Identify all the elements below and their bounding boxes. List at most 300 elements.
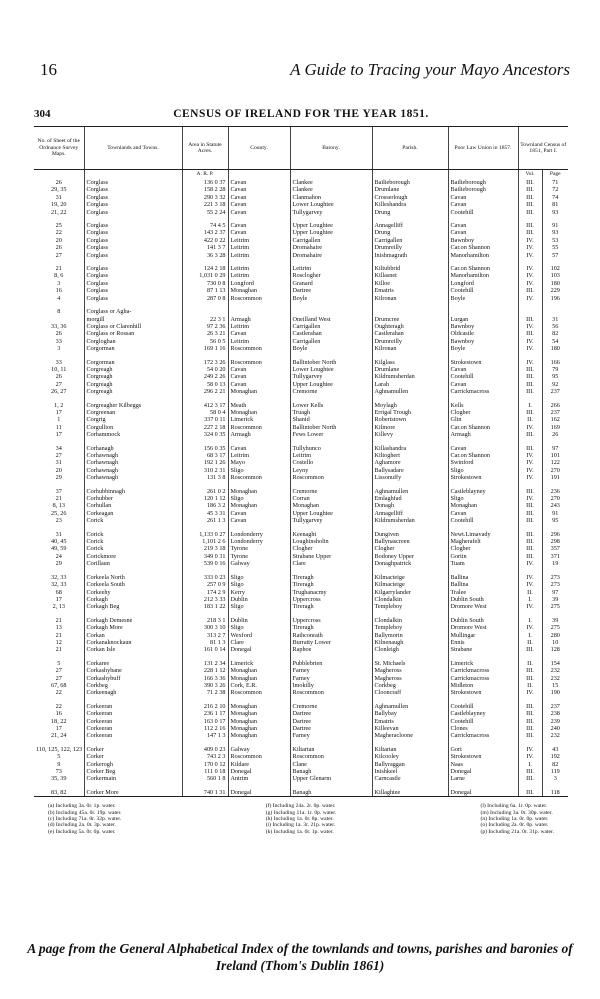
area-cell: 300 3 10 (182, 624, 228, 631)
sheet-cell: 26 (55, 244, 62, 252)
county-cell: Longford (228, 280, 290, 287)
sheet-cell: 17 (55, 431, 62, 439)
table-row (34, 316, 568, 323)
plu-cell: Strokestown (448, 689, 518, 696)
parish-cell: Killevy (372, 431, 448, 438)
vol-cell: I. (518, 761, 542, 768)
barony-cell: Banagh (290, 768, 372, 775)
sheet-cell: 1, 2 (54, 401, 64, 409)
page-cell: 97 (542, 589, 568, 596)
plu-cell: Gort (448, 746, 518, 753)
barony-cell: Kiltartan (290, 746, 372, 753)
parish-cell: Robertstown (372, 416, 448, 423)
plu-cell: Gortin (448, 553, 518, 560)
county-cell: Sligo (228, 624, 290, 631)
townland-cell: Corkeela North (84, 574, 182, 581)
county-cell: Armagh (228, 316, 290, 323)
county-cell: Dublin (228, 617, 290, 624)
townland-cell: Corglass (84, 201, 182, 208)
townland-cell: Corhammock (84, 431, 182, 438)
barony-cell: Clanmahon (290, 194, 372, 201)
sheet-cell: 22 (55, 229, 62, 237)
area-cell: 97 2 36 (182, 323, 228, 330)
parish-cell: Clondalkin (372, 596, 448, 603)
area-cell: 212 3 33 (182, 596, 228, 603)
table-row (34, 682, 568, 689)
page-cell: 266 (542, 402, 568, 409)
barony-cell: Upper Loughtee (290, 229, 372, 236)
vol-cell: IV. (518, 624, 542, 631)
townland-cell: Corillaun (84, 560, 182, 567)
vol-cell: III. (518, 488, 542, 495)
barony-cell: Cremorne (290, 388, 372, 395)
area-cell: 228 1 12 (182, 667, 228, 674)
table-row (34, 545, 568, 552)
sheet-cell: 33, 36 (51, 322, 67, 330)
sheet-cell: 8, 6 (54, 272, 64, 280)
table-row (34, 589, 568, 596)
table-row (34, 753, 568, 760)
col-county: County. (228, 127, 290, 170)
vol-cell: III. (518, 209, 542, 216)
townland-cell: Corkeagan (84, 510, 182, 517)
sheet-cell (34, 316, 84, 323)
sheet-cell: 23 (55, 517, 62, 525)
plu-cell: Cavan (448, 366, 518, 373)
county-cell: Monaghan (228, 488, 290, 495)
table-row (34, 603, 568, 610)
barony-cell: Tullygarvey (290, 517, 372, 524)
parish-cell: Kilronan (372, 345, 448, 352)
plu-cell: Dromore West (448, 603, 518, 610)
table-row (34, 366, 568, 373)
barony-cell: Tireragh (290, 603, 372, 610)
vol-cell: III. (518, 330, 542, 337)
townland-cell: Corick (84, 531, 182, 538)
area-cell: 22 3 1 (182, 316, 228, 323)
plu-cell: Sligo (448, 467, 518, 474)
area-cell: 218 3 1 (182, 617, 228, 624)
footnote: (d) Including 2a. 0r. 3p. water. (48, 822, 116, 829)
plu-cell: Newt.Limavady (448, 531, 518, 538)
vol-cell: III. (518, 703, 542, 710)
barony-cell: Corran (290, 495, 372, 502)
sheet-cell: 27 (55, 452, 62, 459)
parish-cell: Magheracloone (372, 732, 448, 739)
plu-cell: Naas (448, 761, 518, 768)
barony-cell: Carrigallen (290, 323, 372, 330)
plu-cell: Cootehill (448, 703, 518, 710)
barony-cell: Farney (290, 675, 372, 682)
county-cell: Antrim (228, 775, 290, 782)
area-cell: 192 1 26 (182, 459, 228, 466)
page-cell: 192 (542, 753, 568, 760)
plu-cell: Ennis (448, 639, 518, 646)
county-cell: Cavan (228, 517, 290, 524)
area-cell: 161 0 14 (182, 646, 228, 653)
page-cell: 101 (542, 452, 568, 459)
townland-cell: Corhawnagh (84, 452, 182, 459)
county-cell: Cavan (228, 445, 290, 452)
townland-cell: Corkanaknockaun (84, 639, 182, 646)
sheet-cell: 5 (57, 659, 61, 667)
plu-cell: Mullingar (448, 632, 518, 639)
sheet-cell: 16 (55, 287, 62, 295)
county-cell: Cavan (228, 222, 290, 229)
sheet-cell: 31 (55, 193, 62, 201)
parish-cell: Templeboy (372, 624, 448, 631)
townland-cell: Corkagh (84, 596, 182, 603)
page-cell: 82 (542, 330, 568, 337)
county-cell: Roscommon (228, 689, 290, 696)
area-cell: 36 3 28 (182, 252, 228, 259)
plu-cell: Sligo (448, 495, 518, 502)
plu-cell: Bawnboy (448, 338, 518, 345)
table-row (34, 531, 568, 538)
barony-cell: Dromahaire (290, 252, 372, 259)
area-cell: 324 0 35 (182, 431, 228, 438)
vol-cell: III. (518, 409, 542, 416)
barony-cell: Raphoe (290, 646, 372, 653)
sheet-cell: 83, 82 (34, 789, 84, 797)
townland-cell: Corgloghan (84, 338, 182, 345)
page-cell: 296 (542, 531, 568, 538)
area-cell: 71 2 38 (182, 689, 228, 696)
barony-cell: Strabane Upper (290, 553, 372, 560)
county-cell: Cavan (228, 366, 290, 373)
parish-cell: Ematris (372, 287, 448, 294)
vol-cell: III. (518, 229, 542, 236)
parish-cell: Clogher (372, 545, 448, 552)
barony-cell: Upper Loughtee (290, 510, 372, 517)
parish-cell: Drumlane (372, 186, 448, 193)
plu-cell: Clogher (448, 545, 518, 552)
page-cell: 39 (542, 596, 568, 603)
area-cell: 390 3 26 (182, 682, 228, 689)
townland-cell: Corkeeran (84, 703, 182, 710)
vol-cell: IV. (518, 753, 542, 760)
page-cell: 196 (542, 295, 568, 302)
county-cell: Galway (228, 560, 290, 567)
vol-cell: III. (518, 718, 542, 725)
sheet-cell: 1 (57, 416, 61, 424)
footnote-column (481, 803, 554, 835)
parish-cell: Kiltubbrid (372, 265, 448, 272)
running-title: A Guide to Tracing your Mayo Ancestors (290, 60, 570, 79)
area-cell: 1,101 2 6 (182, 538, 228, 545)
page-cell: 190 (542, 689, 568, 696)
county-cell: Wexford (228, 632, 290, 639)
units-row (34, 170, 568, 180)
sheet-cell: 17 (55, 725, 62, 732)
col-barony: Barony. (290, 127, 372, 170)
parish-cell: Carrigallen (372, 237, 448, 244)
plu-cell: Midleton (448, 682, 518, 689)
page-cell: 119 (542, 768, 568, 775)
vol-cell: III. (518, 553, 542, 560)
plu-cell: Monaghan (448, 502, 518, 509)
page-cell: 95 (542, 373, 568, 380)
vol-cell: III. (518, 287, 542, 294)
parish-cell: Kildrumsherdan (372, 517, 448, 524)
vol-cell: IV. (518, 252, 542, 259)
parish-cell: Bailieborough (372, 179, 448, 186)
barony-cell: Keenaght (290, 531, 372, 538)
county-cell: Cavan (228, 330, 290, 337)
townland-cell: Corkeeran (84, 718, 182, 725)
plu-cell: Boyle (448, 345, 518, 352)
parish-cell: Ematris (372, 718, 448, 725)
table-row (34, 459, 568, 466)
page-cell: 55 (542, 244, 568, 251)
vol-cell: III. (518, 194, 542, 201)
barony-cell: Rosclogher (290, 272, 372, 279)
sheet-cell: 12 (55, 638, 62, 646)
townland-cell: Corkeeran (84, 725, 182, 732)
barony-cell: Monaghan (290, 502, 372, 509)
barony-cell: Uppercross (290, 617, 372, 624)
townland-cell: Corglass (84, 295, 182, 302)
area-cell: 74 4 5 (182, 222, 228, 229)
townland-cell: Corgreagh (84, 388, 182, 395)
townland-cell: Corglass (84, 280, 182, 287)
sheet-cell: 22 (55, 702, 62, 710)
area-cell: 249 2 26 (182, 373, 228, 380)
townland-cell: Corick (84, 517, 182, 524)
county-cell: Monaghan (228, 718, 290, 725)
sheet-cell: 31 (55, 530, 62, 538)
page-cell: 232 (542, 732, 568, 739)
vol-cell: IV. (518, 265, 542, 272)
county-cell: Donegal (228, 789, 290, 797)
county-cell: Dublin (228, 596, 290, 603)
sheet-cell: 20 (55, 236, 62, 244)
parish-cell: Drumreilly (372, 244, 448, 251)
townland-cell: Corhubbinnagh (84, 488, 182, 495)
county-cell: Limerick (228, 416, 290, 423)
parish-cell: Clonleigh (372, 646, 448, 653)
vol-cell: II. (518, 639, 542, 646)
plu-cell: Armagh (448, 431, 518, 438)
county-cell: Leitrim (228, 237, 290, 244)
sheet-cell: 21 (55, 616, 62, 624)
sheet-cell: 21, 24 (51, 732, 67, 740)
barony-cell: Roscommon (290, 753, 372, 760)
vol-cell: III. (518, 768, 542, 775)
vol-cell: III. (518, 775, 542, 782)
area-cell: 257 0 9 (182, 581, 228, 588)
plu-cell: Clones (448, 725, 518, 732)
page-cell: 19 (542, 560, 568, 567)
sheet-cell: 29, 35 (51, 186, 67, 194)
page-cell: 162 (542, 416, 568, 423)
sheet-cell: 27 (55, 380, 62, 388)
townland-cell: Corglass or Clarenhill (84, 323, 182, 330)
plu-cell: Oldcastle (448, 330, 518, 337)
parish-cell: Aghamore (372, 459, 448, 466)
sheet-cell: 4 (57, 294, 61, 302)
page-cell: 270 (542, 467, 568, 474)
table-row (34, 488, 568, 495)
sheet-cell: 35, 39 (51, 775, 67, 783)
barony-cell: Ballintober North (290, 424, 372, 431)
parish-cell: Aghnamullen (372, 488, 448, 495)
table-row (34, 338, 568, 345)
table-row (34, 646, 568, 653)
vol-cell: IV. (518, 280, 542, 287)
county-cell: Roscommon (228, 424, 290, 431)
county-cell: Monaghan (228, 732, 290, 739)
county-cell: Sligo (228, 581, 290, 588)
parish-cell: Dungiven (372, 531, 448, 538)
county-cell: Sligo (228, 574, 290, 581)
barony-cell: Tireragh (290, 581, 372, 588)
townland-cell: Corickmore (84, 553, 182, 560)
parish-cell: Kilnenaugh (372, 639, 448, 646)
area-cell: 156 0 35 (182, 445, 228, 452)
sheet-cell: 17 (55, 408, 62, 416)
table-row (34, 194, 568, 201)
sheet-cell: 26 (55, 179, 62, 186)
vol-cell: III. (518, 201, 542, 208)
county-cell: Leitrim (228, 244, 290, 251)
barony-cell: Upper Glenarm (290, 775, 372, 782)
area-cell: 313 2 7 (182, 632, 228, 639)
footnote-column (266, 803, 336, 835)
barony-cell: Dartree (290, 710, 372, 717)
vol-cell: I. (518, 596, 542, 603)
barony-cell: Ballintober North (290, 359, 372, 366)
townland-cell: Corgreagh (84, 381, 182, 388)
page-cell: 31 (542, 316, 568, 323)
page-cell: 180 (542, 345, 568, 352)
table-row (34, 295, 568, 302)
table-row (34, 639, 568, 646)
table-row (34, 373, 568, 380)
barony-cell: Clare (290, 560, 372, 567)
sheet-cell: 34 (55, 444, 62, 452)
parish-cell: Magheross (372, 667, 448, 674)
townland-cell: Corglass (84, 244, 182, 251)
area-cell: 221 3 18 (182, 201, 228, 208)
county-cell: Leitrim (228, 323, 290, 330)
sheet-cell: 21 (55, 495, 62, 503)
county-cell: Leitrim (228, 452, 290, 459)
sheet-cell: 26 (55, 373, 62, 381)
barony-cell: Lower Loughtee (290, 366, 372, 373)
vol-cell: III. (518, 675, 542, 682)
parish-cell: Kilcooley (372, 753, 448, 760)
table-row (34, 675, 568, 682)
townland-cell: Corgreagh (84, 373, 182, 380)
plu-cell: Cavan (448, 445, 518, 452)
barony-cell: Lower Kells (290, 402, 372, 409)
vol-cell: I. (518, 632, 542, 639)
plu-cell: Carrickmacross (448, 732, 518, 739)
vol-cell: IV. (518, 244, 542, 251)
page-cell: 91 (542, 222, 568, 229)
county-cell: Galway (228, 746, 290, 753)
census-page-scan (34, 104, 568, 934)
county-cell: Monaghan (228, 675, 290, 682)
area-cell: 349 0 31 (182, 553, 228, 560)
sheet-cell: 29 (55, 474, 62, 482)
barony-cell: Oneilland West (290, 316, 372, 323)
sheet-cell: 21 (55, 646, 62, 654)
area-cell: 56 0 5 (182, 338, 228, 345)
county-cell: Roscommon (228, 295, 290, 302)
page-cell: 15 (542, 682, 568, 689)
plu-cell (448, 308, 518, 315)
area-cell: 1,031 0 29 (182, 272, 228, 279)
page-cell: 93 (542, 209, 568, 216)
page-cell: 71 (542, 179, 568, 186)
county-cell: Roscommon (228, 359, 290, 366)
page-cell: 118 (542, 789, 568, 797)
plu-cell: Boyle (448, 295, 518, 302)
county-cell: Londonderry (228, 538, 290, 545)
county-cell: Tyrone (228, 545, 290, 552)
townland-cell: Corglass (84, 265, 182, 272)
plu-cell: Tralee (448, 589, 518, 596)
area-cell: 310 2 31 (182, 467, 228, 474)
sheet-cell: 67, 68 (51, 681, 67, 689)
vol-cell: III. (518, 179, 542, 186)
county-cell: Monaghan (228, 703, 290, 710)
vol-cell: III. (518, 531, 542, 538)
sheet-cell: 26, 27 (51, 388, 67, 396)
vol-cell: II. (518, 682, 542, 689)
county-cell: Leitrim (228, 252, 290, 259)
vol-cell: II. (518, 416, 542, 423)
page-cell: 43 (542, 746, 568, 753)
table-row (34, 237, 568, 244)
page-cell: 97 (542, 445, 568, 452)
sheet-cell: 25, 26 (51, 509, 67, 517)
table-row (34, 222, 568, 229)
area-cell: 147 1 3 (182, 732, 228, 739)
townland-cell: Corkeeran (84, 732, 182, 739)
page-cell: 122 (542, 459, 568, 466)
table-row (34, 517, 568, 524)
table-row (34, 209, 568, 216)
county-cell: Cavan (228, 229, 290, 236)
table-row (34, 502, 568, 509)
barony-cell: Farney (290, 732, 372, 739)
vol-cell: IV. (518, 746, 542, 753)
col-parish: Parish. (372, 127, 448, 170)
plu-cell: Car.on Shannon (448, 265, 518, 272)
table-row (34, 560, 568, 567)
area-cell: 26 3 21 (182, 330, 228, 337)
barony-cell: Clogher (290, 545, 372, 552)
area-cell: 730 0 8 (182, 280, 228, 287)
parish-cell: Donagh (372, 502, 448, 509)
barony-cell: Boyle (290, 345, 372, 352)
barony-cell: Dartree (290, 718, 372, 725)
book-page-number: 16 (40, 60, 57, 79)
table-row (34, 229, 568, 236)
plu-cell: Strokestown (448, 474, 518, 481)
page-cell: 237 (542, 409, 568, 416)
townland-cell: Corkeeran (84, 710, 182, 717)
townland-cell: Corglass (84, 179, 182, 186)
barony-cell: Tullyhunco (290, 445, 372, 452)
table-row (34, 574, 568, 581)
barony-cell: Castlerahan (290, 330, 372, 337)
county-cell: Clare (228, 639, 290, 646)
footnote: (c) Including 71a. 0r. 32p. water. (48, 816, 122, 823)
